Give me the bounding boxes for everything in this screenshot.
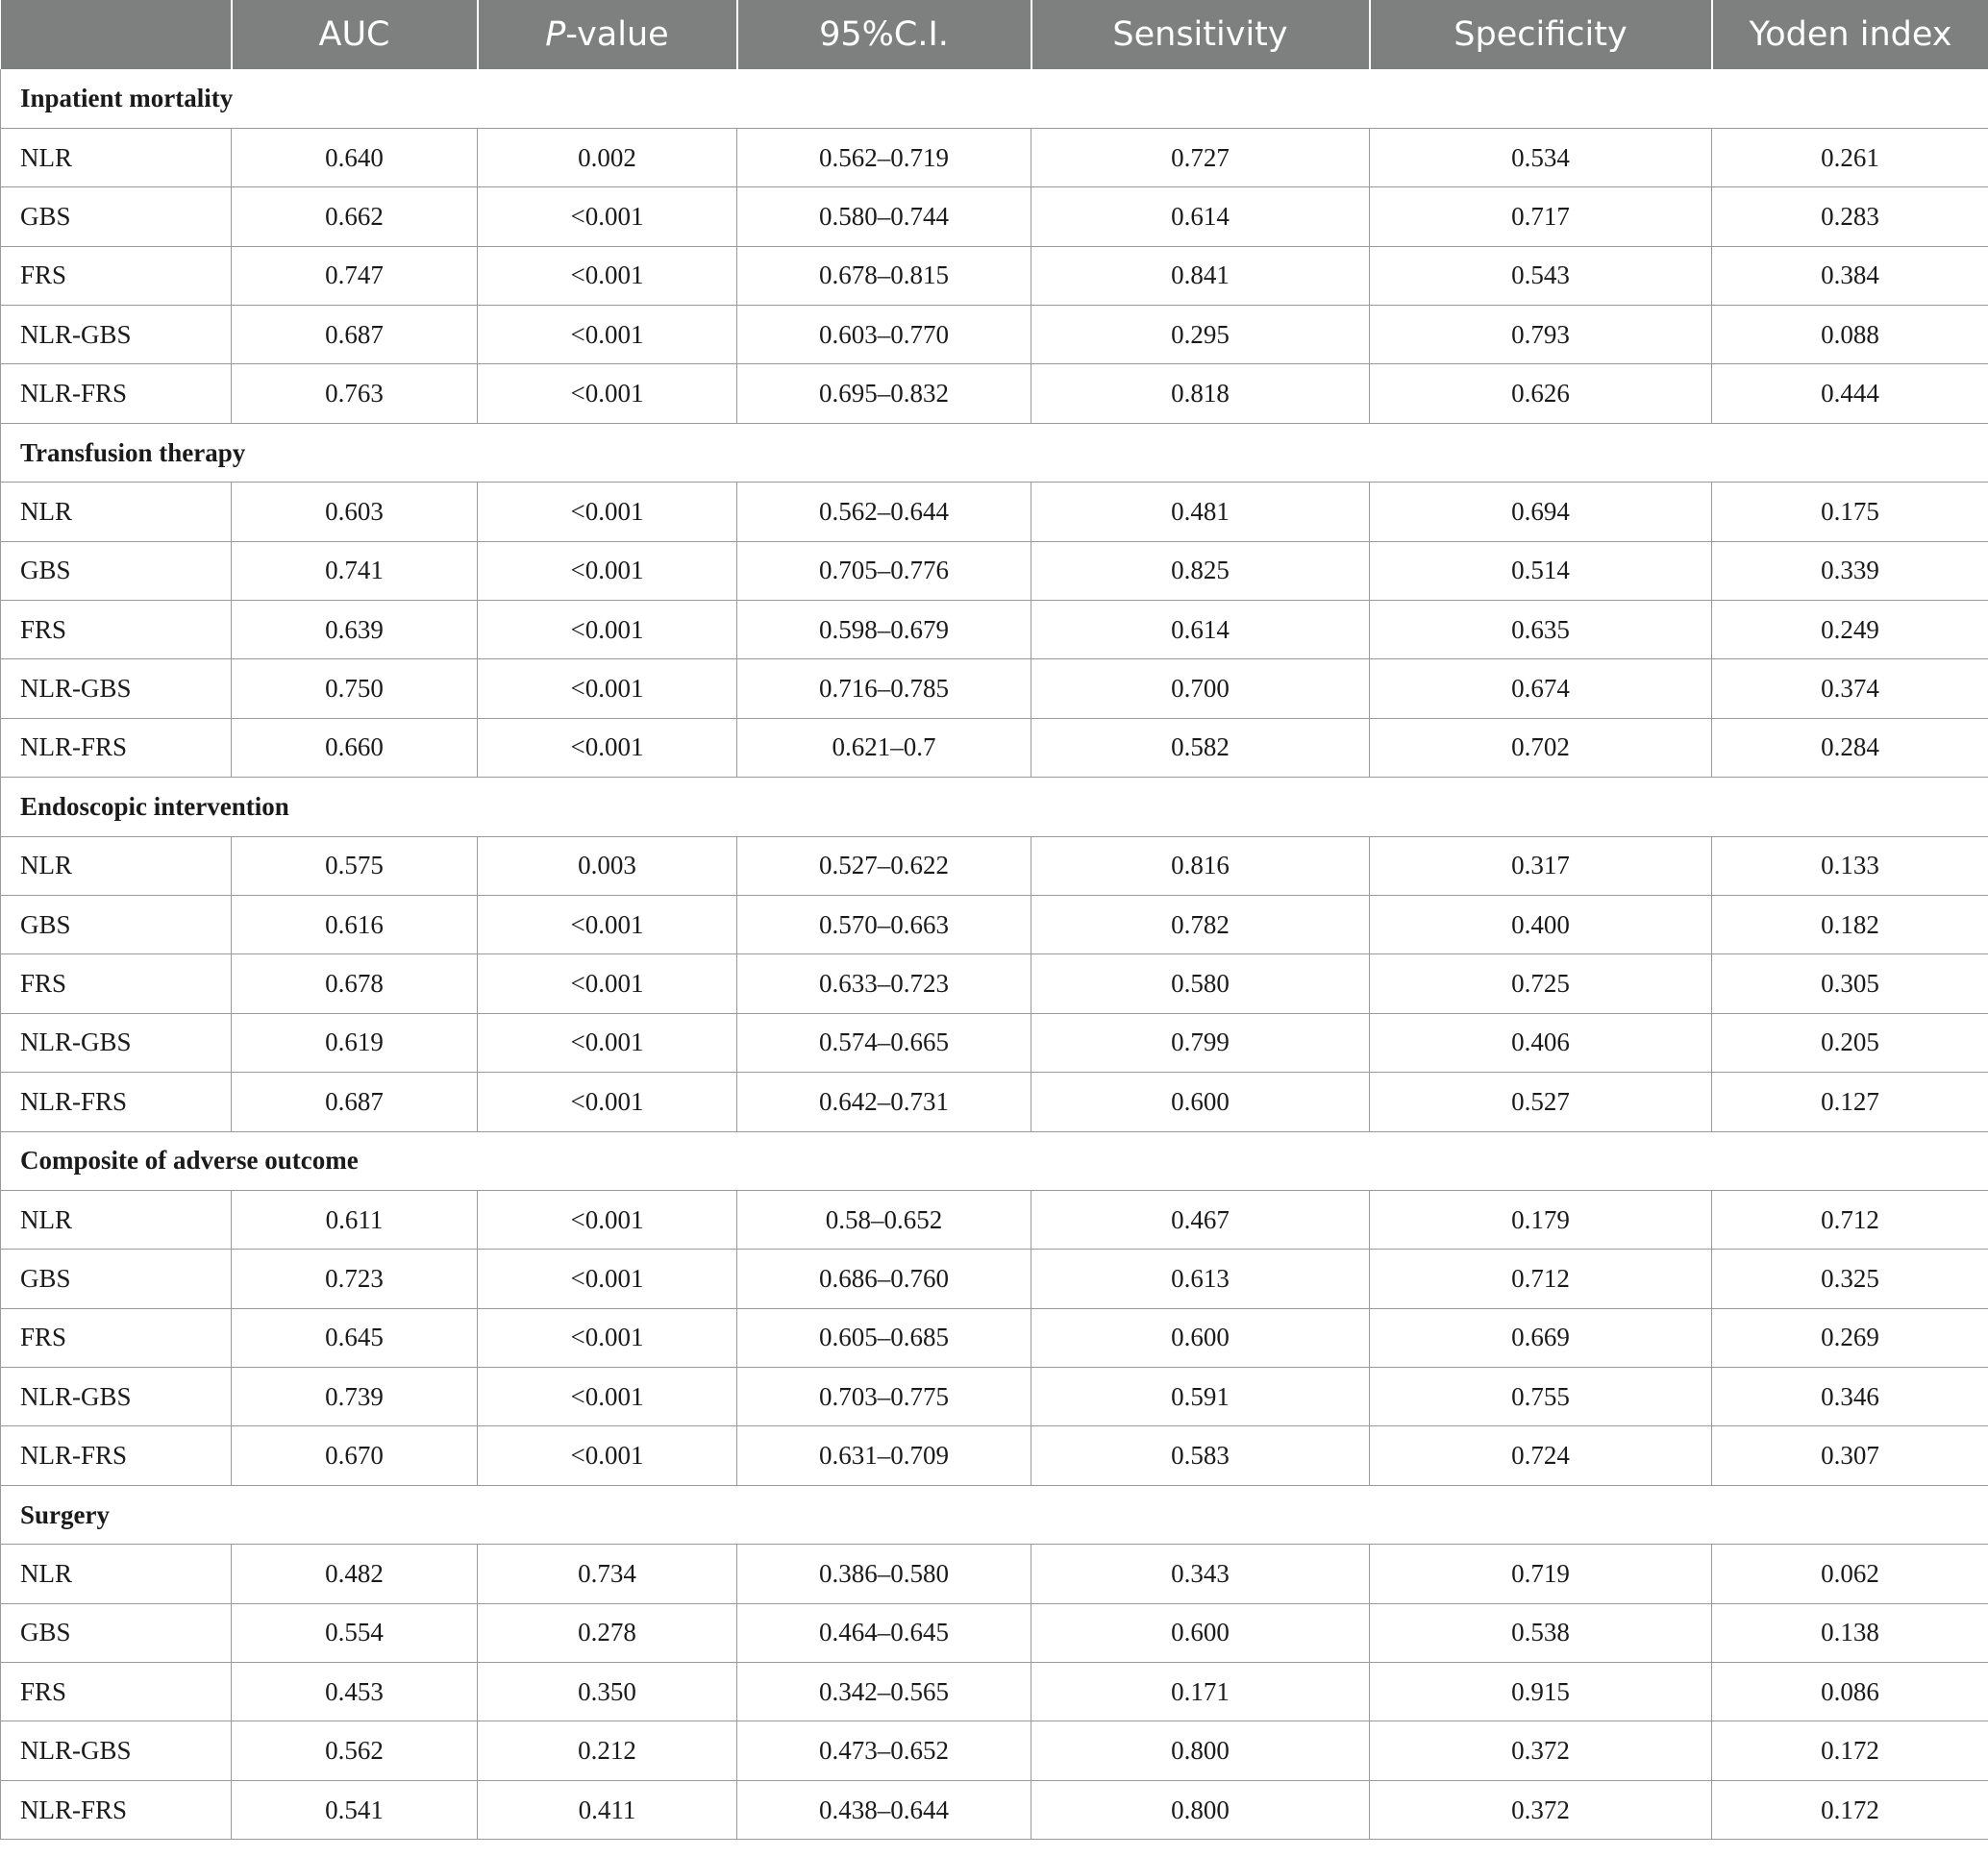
pvalue-cell: <0.001 (478, 541, 737, 600)
table-row (1, 187, 1988, 246)
auc-cell: 0.678 (232, 954, 478, 1013)
yoden-cell: 0.138 (1712, 1603, 1988, 1662)
ci-cell: 0.580–0.744 (737, 187, 1031, 246)
ci-cell: 0.603–0.770 (737, 306, 1031, 364)
sensitivity-cell: 0.799 (1031, 1013, 1370, 1072)
header-auc: AUC (232, 0, 478, 69)
specificity-cell: 0.915 (1370, 1663, 1712, 1721)
yoden-cell: 0.249 (1712, 601, 1988, 659)
header-pvalue (478, 0, 737, 69)
pvalue-cell: <0.001 (478, 483, 737, 541)
auc-cell: 0.662 (232, 187, 478, 246)
table-row (1, 1545, 1988, 1603)
ci-cell: 0.605–0.685 (737, 1308, 1031, 1367)
yoden-cell: 0.444 (1712, 364, 1988, 423)
table-row (1, 954, 1988, 1013)
header-row (1, 0, 1988, 69)
table-row (1, 836, 1988, 895)
ci-cell: 0.527–0.622 (737, 836, 1031, 895)
pvalue-cell: <0.001 (478, 1073, 737, 1131)
row-label: NLR-GBS (1, 1721, 232, 1780)
sensitivity-cell: 0.825 (1031, 541, 1370, 600)
ci-cell: 0.642–0.731 (737, 1073, 1031, 1131)
row-label: NLR (1, 1190, 232, 1249)
sensitivity-cell: 0.295 (1031, 306, 1370, 364)
specificity-cell: 0.635 (1370, 601, 1712, 659)
row-label: GBS (1, 1250, 232, 1308)
table-row (1, 1073, 1988, 1131)
table-row (1, 659, 1988, 718)
header-specificity: Specificity (1370, 0, 1712, 69)
yoden-cell: 0.062 (1712, 1545, 1988, 1603)
yoden-cell: 0.088 (1712, 306, 1988, 364)
pvalue-cell: <0.001 (478, 718, 737, 777)
yoden-cell: 0.305 (1712, 954, 1988, 1013)
row-label: GBS (1, 895, 232, 953)
yoden-cell: 0.283 (1712, 187, 1988, 246)
specificity-cell: 0.538 (1370, 1603, 1712, 1662)
specificity-cell: 0.702 (1370, 718, 1712, 777)
table-row (1, 128, 1988, 186)
specificity-cell: 0.534 (1370, 128, 1712, 186)
specificity-cell: 0.674 (1370, 659, 1712, 718)
ci-cell: 0.678–0.815 (737, 246, 1031, 305)
row-label: FRS (1, 1308, 232, 1367)
header-sensitivity: Sensitivity (1031, 0, 1370, 69)
auc-cell: 0.554 (232, 1603, 478, 1662)
sensitivity-cell: 0.580 (1031, 954, 1370, 1013)
pvalue-cell: <0.001 (478, 306, 737, 364)
sensitivity-cell: 0.171 (1031, 1663, 1370, 1721)
pvalue-cell: <0.001 (478, 1308, 737, 1367)
section-title: Inpatient mortality (1, 69, 1988, 128)
sensitivity-cell: 0.800 (1031, 1780, 1370, 1839)
table-header (1, 0, 1988, 69)
row-label: NLR (1, 483, 232, 541)
ci-cell: 0.716–0.785 (737, 659, 1031, 718)
yoden-cell: 0.384 (1712, 246, 1988, 305)
sensitivity-cell: 0.343 (1031, 1545, 1370, 1603)
ci-cell: 0.342–0.565 (737, 1663, 1031, 1721)
pvalue-cell: <0.001 (478, 364, 737, 423)
auc-cell: 0.482 (232, 1545, 478, 1603)
header-ci: 95%C.I. (737, 0, 1031, 69)
row-label: NLR-GBS (1, 659, 232, 718)
yoden-cell: 0.284 (1712, 718, 1988, 777)
pvalue-cell: 0.278 (478, 1603, 737, 1662)
auc-cell: 0.660 (232, 718, 478, 777)
sensitivity-cell: 0.467 (1031, 1190, 1370, 1249)
sensitivity-cell: 0.600 (1031, 1073, 1370, 1131)
auc-cell: 0.645 (232, 1308, 478, 1367)
ci-cell: 0.473–0.652 (737, 1721, 1031, 1780)
table-row (1, 1721, 1988, 1780)
pvalue-cell: <0.001 (478, 954, 737, 1013)
auc-cell: 0.687 (232, 306, 478, 364)
table-row (1, 1190, 1988, 1249)
specificity-cell: 0.514 (1370, 541, 1712, 600)
table-row (1, 601, 1988, 659)
specificity-cell: 0.669 (1370, 1308, 1712, 1367)
yoden-cell: 0.712 (1712, 1190, 1988, 1249)
row-label: GBS (1, 187, 232, 246)
yoden-cell: 0.307 (1712, 1426, 1988, 1485)
yoden-cell: 0.127 (1712, 1073, 1988, 1131)
specificity-cell: 0.372 (1370, 1780, 1712, 1839)
auc-cell: 0.575 (232, 836, 478, 895)
auc-cell: 0.670 (232, 1426, 478, 1485)
table-row (1, 364, 1988, 423)
table-row (1, 1368, 1988, 1426)
row-label: NLR-FRS (1, 718, 232, 777)
section-header-row (1, 1131, 1988, 1190)
header-yoden-index: Yoden index (1712, 0, 1988, 69)
section-title: Transfusion therapy (1, 423, 1988, 482)
row-label: NLR (1, 836, 232, 895)
yoden-cell: 0.325 (1712, 1250, 1988, 1308)
table-row (1, 1013, 1988, 1072)
sensitivity-cell: 0.613 (1031, 1250, 1370, 1308)
ci-cell: 0.562–0.644 (737, 483, 1031, 541)
section-title: Surgery (1, 1485, 1988, 1544)
ci-cell: 0.386–0.580 (737, 1545, 1031, 1603)
yoden-cell: 0.175 (1712, 483, 1988, 541)
row-label: GBS (1, 1603, 232, 1662)
pvalue-cell: 0.002 (478, 128, 737, 186)
yoden-cell: 0.261 (1712, 128, 1988, 186)
table-body (1, 69, 1988, 1840)
auc-cell: 0.640 (232, 128, 478, 186)
yoden-cell: 0.086 (1712, 1663, 1988, 1721)
auc-cell: 0.562 (232, 1721, 478, 1780)
sensitivity-cell: 0.600 (1031, 1603, 1370, 1662)
ci-cell: 0.703–0.775 (737, 1368, 1031, 1426)
auc-cell: 0.739 (232, 1368, 478, 1426)
sensitivity-cell: 0.782 (1031, 895, 1370, 953)
auc-cell: 0.747 (232, 246, 478, 305)
row-label: NLR (1, 1545, 232, 1603)
sensitivity-cell: 0.614 (1031, 601, 1370, 659)
ci-cell: 0.631–0.709 (737, 1426, 1031, 1485)
auc-cell: 0.687 (232, 1073, 478, 1131)
pvalue-cell: 0.350 (478, 1663, 737, 1721)
yoden-cell: 0.205 (1712, 1013, 1988, 1072)
yoden-cell: 0.172 (1712, 1721, 1988, 1780)
auc-cell: 0.619 (232, 1013, 478, 1072)
pvalue-cell: <0.001 (478, 895, 737, 953)
sensitivity-cell: 0.481 (1031, 483, 1370, 541)
yoden-cell: 0.269 (1712, 1308, 1988, 1367)
row-label: FRS (1, 954, 232, 1013)
ci-cell: 0.633–0.723 (737, 954, 1031, 1013)
auc-cell: 0.616 (232, 895, 478, 953)
sensitivity-cell: 0.582 (1031, 718, 1370, 777)
sensitivity-cell: 0.583 (1031, 1426, 1370, 1485)
row-label: NLR-FRS (1, 1426, 232, 1485)
ci-cell: 0.58–0.652 (737, 1190, 1031, 1249)
table-row (1, 895, 1988, 953)
pvalue-cell: <0.001 (478, 246, 737, 305)
auc-cell: 0.611 (232, 1190, 478, 1249)
specificity-cell: 0.717 (1370, 187, 1712, 246)
sensitivity-cell: 0.841 (1031, 246, 1370, 305)
row-label: FRS (1, 1663, 232, 1721)
auc-cell: 0.741 (232, 541, 478, 600)
yoden-cell: 0.339 (1712, 541, 1988, 600)
section-title: Endoscopic intervention (1, 778, 1988, 836)
specificity-cell: 0.793 (1370, 306, 1712, 364)
specificity-cell: 0.724 (1370, 1426, 1712, 1485)
header-empty (1, 0, 232, 69)
section-header-row (1, 423, 1988, 482)
table-row (1, 1426, 1988, 1485)
specificity-cell: 0.719 (1370, 1545, 1712, 1603)
sensitivity-cell: 0.800 (1031, 1721, 1370, 1780)
auc-cell: 0.541 (232, 1780, 478, 1839)
table-row (1, 1308, 1988, 1367)
pvalue-cell: <0.001 (478, 1013, 737, 1072)
table-row (1, 306, 1988, 364)
pvalue-cell: <0.001 (478, 1426, 737, 1485)
auc-cell: 0.750 (232, 659, 478, 718)
section-header-row (1, 69, 1988, 128)
specificity-cell: 0.755 (1370, 1368, 1712, 1426)
ci-cell: 0.621–0.7 (737, 718, 1031, 777)
section-header-row (1, 1485, 1988, 1544)
table-row (1, 1663, 1988, 1721)
specificity-cell: 0.179 (1370, 1190, 1712, 1249)
row-label: NLR-GBS (1, 306, 232, 364)
auc-cell: 0.763 (232, 364, 478, 423)
specificity-cell: 0.712 (1370, 1250, 1712, 1308)
pvalue-cell: 0.003 (478, 836, 737, 895)
row-label: NLR (1, 128, 232, 186)
sensitivity-cell: 0.614 (1031, 187, 1370, 246)
pvalue-cell: <0.001 (478, 1250, 737, 1308)
specificity-cell: 0.725 (1370, 954, 1712, 1013)
yoden-cell: 0.133 (1712, 836, 1988, 895)
table-row (1, 483, 1988, 541)
pvalue-cell: <0.001 (478, 601, 737, 659)
sensitivity-cell: 0.816 (1031, 836, 1370, 895)
auc-cell: 0.453 (232, 1663, 478, 1721)
table-row (1, 541, 1988, 600)
pvalue-cell: <0.001 (478, 1190, 737, 1249)
table-row (1, 246, 1988, 305)
ci-cell: 0.574–0.665 (737, 1013, 1031, 1072)
sensitivity-cell: 0.700 (1031, 659, 1370, 718)
table-row (1, 1780, 1988, 1839)
specificity-cell: 0.543 (1370, 246, 1712, 305)
ci-cell: 0.562–0.719 (737, 128, 1031, 186)
pvalue-cell: 0.734 (478, 1545, 737, 1603)
sensitivity-cell: 0.727 (1031, 128, 1370, 186)
row-label: FRS (1, 601, 232, 659)
pvalue-cell: 0.411 (478, 1780, 737, 1839)
header-pvalue-rest: -value (565, 15, 669, 54)
auc-cell: 0.603 (232, 483, 478, 541)
row-label: NLR-FRS (1, 364, 232, 423)
row-label: NLR-FRS (1, 1073, 232, 1131)
yoden-cell: 0.172 (1712, 1780, 1988, 1839)
specificity-cell: 0.626 (1370, 364, 1712, 423)
pvalue-cell: <0.001 (478, 659, 737, 718)
auc-cell: 0.639 (232, 601, 478, 659)
section-title: Composite of adverse outcome (1, 1131, 1988, 1190)
yoden-cell: 0.346 (1712, 1368, 1988, 1426)
auc-cell: 0.723 (232, 1250, 478, 1308)
yoden-cell: 0.182 (1712, 895, 1988, 953)
ci-cell: 0.598–0.679 (737, 601, 1031, 659)
yoden-cell: 0.374 (1712, 659, 1988, 718)
row-label: NLR-FRS (1, 1780, 232, 1839)
specificity-cell: 0.406 (1370, 1013, 1712, 1072)
specificity-cell: 0.694 (1370, 483, 1712, 541)
pvalue-cell: <0.001 (478, 1368, 737, 1426)
sensitivity-cell: 0.600 (1031, 1308, 1370, 1367)
row-label: NLR-GBS (1, 1368, 232, 1426)
specificity-cell: 0.317 (1370, 836, 1712, 895)
specificity-cell: 0.372 (1370, 1721, 1712, 1780)
table-row (1, 1250, 1988, 1308)
ci-cell: 0.570–0.663 (737, 895, 1031, 953)
ci-cell: 0.438–0.644 (737, 1780, 1031, 1839)
row-label: NLR-GBS (1, 1013, 232, 1072)
section-header-row (1, 778, 1988, 836)
ci-cell: 0.705–0.776 (737, 541, 1031, 600)
table-row (1, 718, 1988, 777)
ci-cell: 0.695–0.832 (737, 364, 1031, 423)
header-pvalue-p: P (545, 15, 566, 54)
ci-cell: 0.464–0.645 (737, 1603, 1031, 1662)
sensitivity-cell: 0.818 (1031, 364, 1370, 423)
pvalue-cell: 0.212 (478, 1721, 737, 1780)
ci-cell: 0.686–0.760 (737, 1250, 1031, 1308)
row-label: GBS (1, 541, 232, 600)
specificity-cell: 0.527 (1370, 1073, 1712, 1131)
row-label: FRS (1, 246, 232, 305)
pvalue-cell: <0.001 (478, 187, 737, 246)
sensitivity-cell: 0.591 (1031, 1368, 1370, 1426)
specificity-cell: 0.400 (1370, 895, 1712, 953)
table-row (1, 1603, 1988, 1662)
